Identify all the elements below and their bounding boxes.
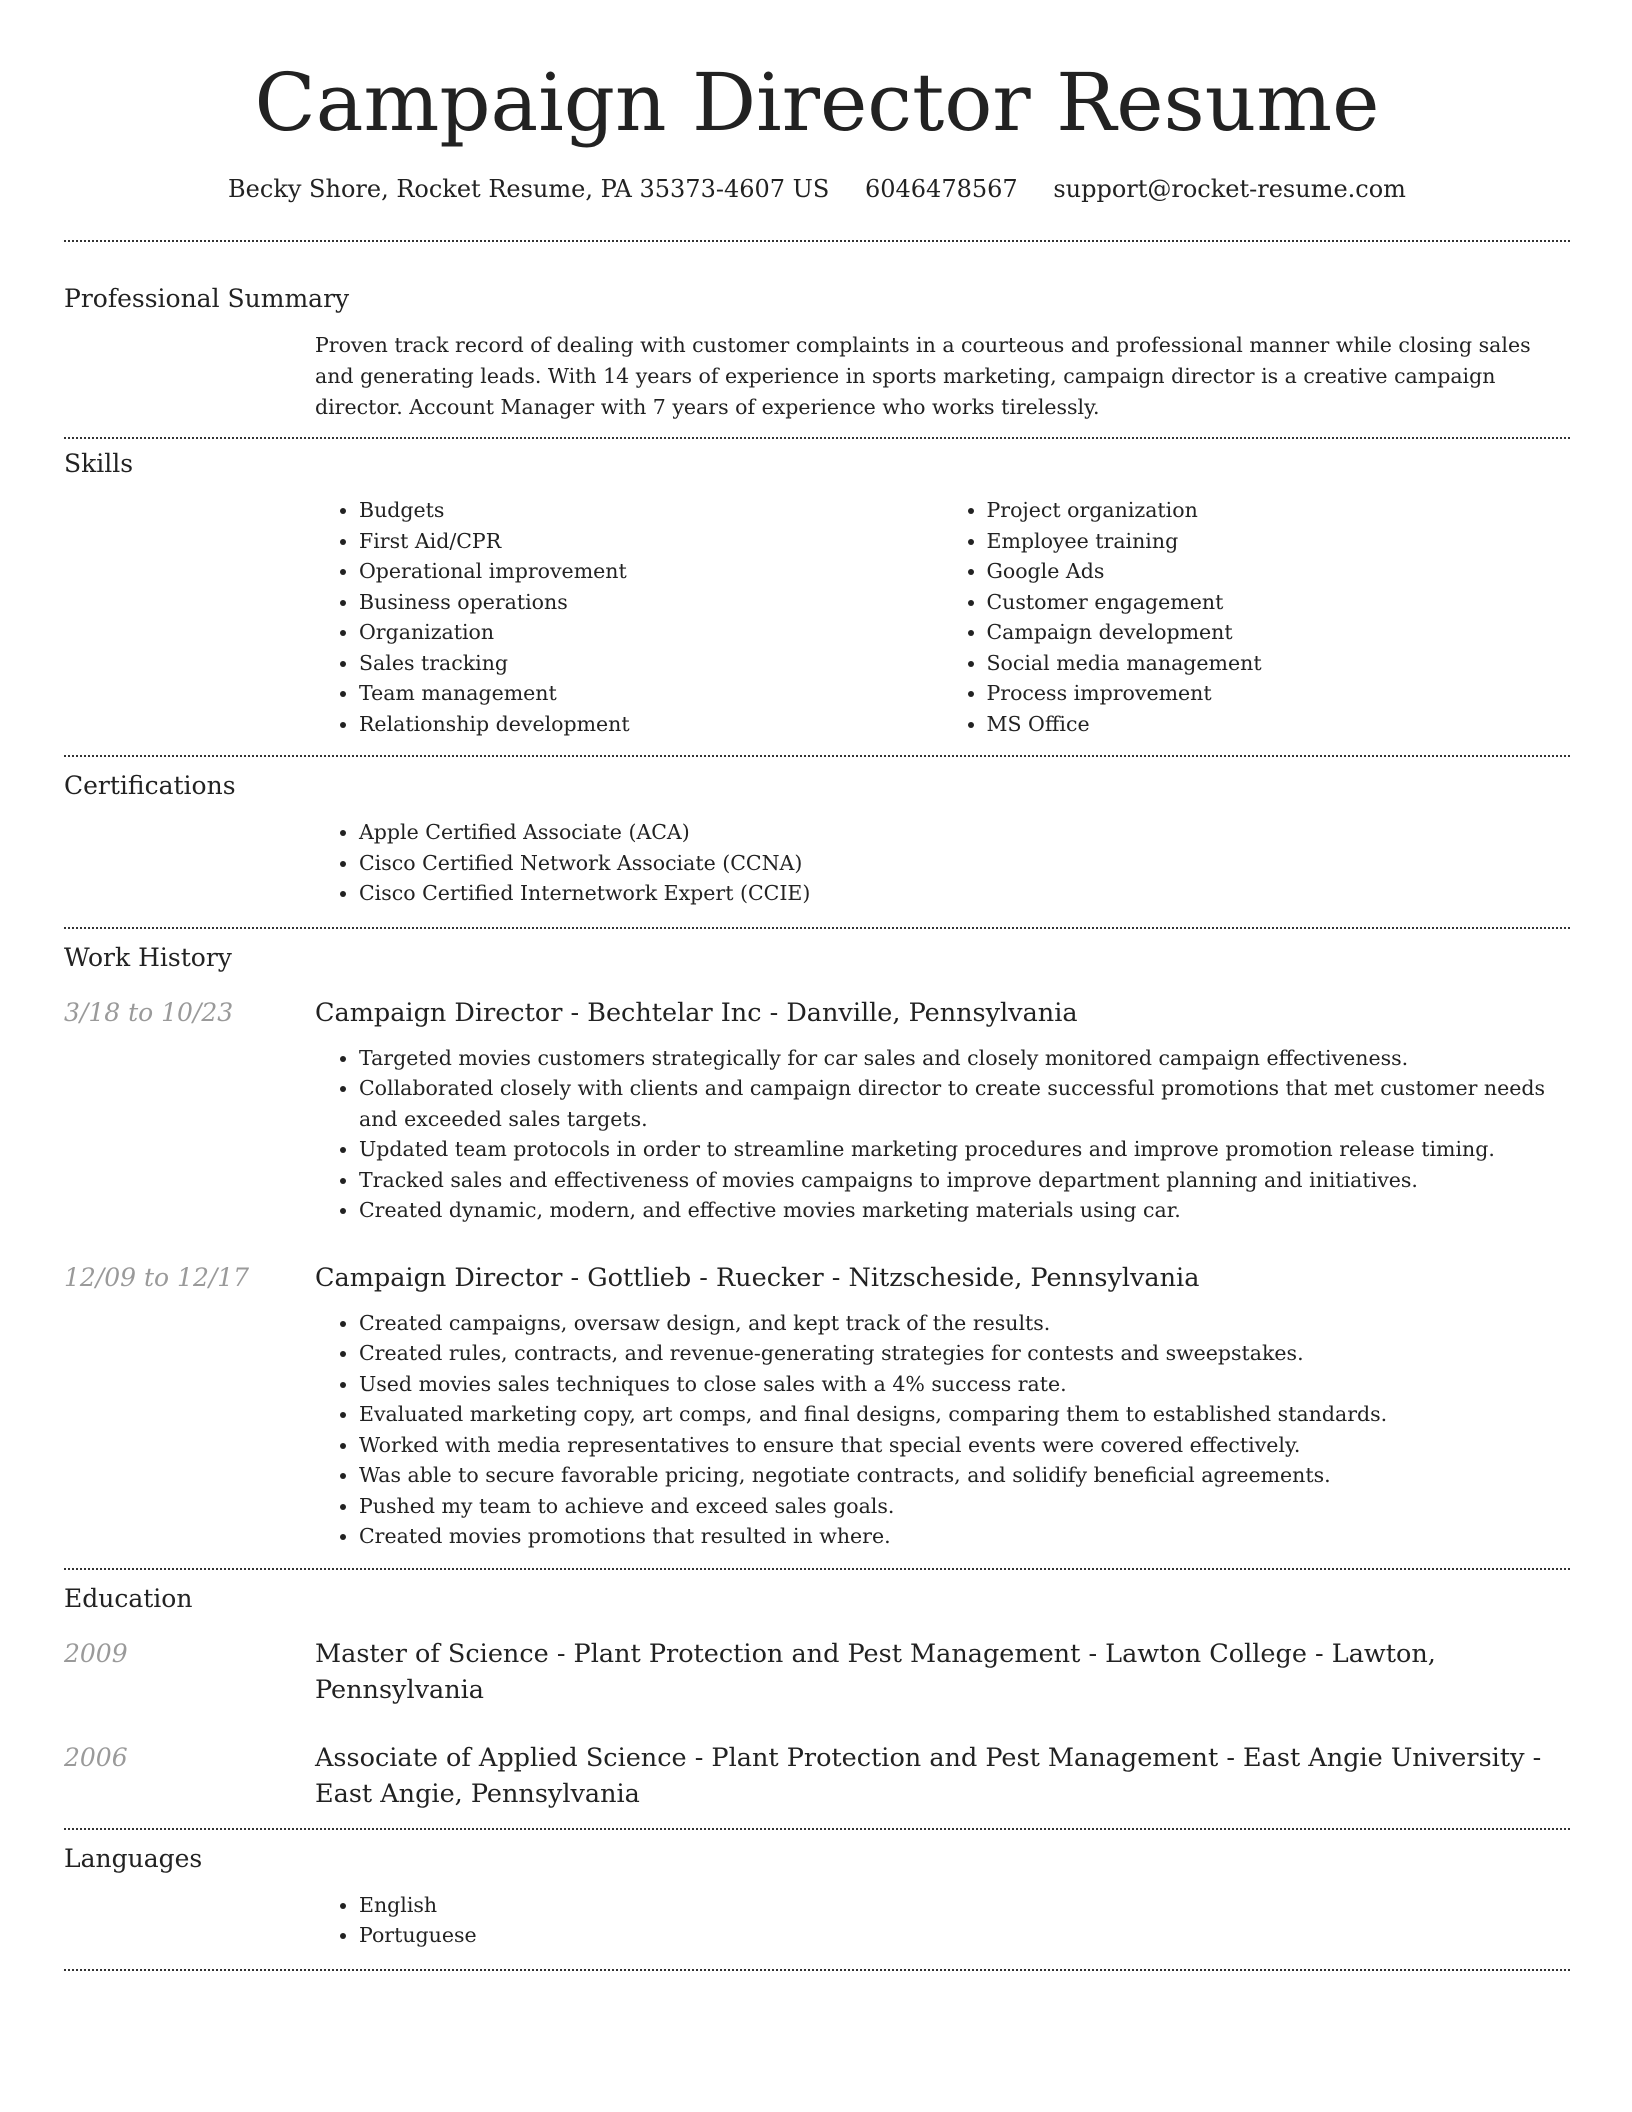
education-year: 2006 (64, 1742, 128, 1772)
education-section (64, 1570, 1570, 1828)
list-item: • Collaborated closely with clients and campaign director to create successful promotions that met customer needs and exceeded sales targets. (359, 1073, 1570, 1134)
summary-text: Proven track record of dealing with customer complaints in a courteous and professional manner while closing sales and generating leads. With 14 years of experience in sports marketing, campaign director is a creative campaign director. Account Manager with 7 years of experience who works tirelessly. (315, 333, 1531, 419)
section-heading-certifications: Certifications (64, 771, 236, 800)
work-history-section (64, 929, 1570, 1568)
languages-list (315, 1890, 1570, 1951)
skills-list-right (943, 495, 1571, 739)
work-bullets (315, 1043, 1570, 1226)
list-item: • Was able to secure favorable pricing, negotiate contracts, and solidify beneficial agreements. (359, 1460, 1570, 1491)
list-item: • Google Ads (987, 556, 1571, 587)
skills-list-left (315, 495, 943, 739)
section-heading-education: Education (64, 1583, 193, 1613)
work-entry (64, 995, 1570, 1226)
list-item: • Budgets (359, 495, 943, 526)
list-item: • Operational improvement (359, 556, 943, 587)
list-item: • Cisco Certified Network Associate (CCNA) (359, 848, 1570, 879)
list-item: • Evaluated marketing copy, art comps, and final designs, comparing them to established standards. (359, 1399, 1570, 1430)
list-item: • Business operations (359, 587, 943, 618)
languages-section (64, 1830, 1570, 1969)
list-item: • Campaign development (987, 617, 1571, 648)
work-title: Campaign Director - Gottlieb - Ruecker - Nitzscheside, Pennsylvania (315, 1262, 1200, 1293)
list-item: • Sales tracking (359, 648, 943, 679)
page-title: Campaign Director Resume (254, 56, 1380, 149)
contact-email: support@rocket-resume.com (1053, 175, 1406, 203)
education-year: 2009 (64, 1638, 128, 1668)
skills-section (64, 439, 1570, 755)
list-item: • Used movies sales techniques to close sales with a 4% success rate. (359, 1369, 1570, 1400)
work-dates: 3/18 to 10/23 (64, 997, 234, 1027)
list-item: • Customer engagement (987, 587, 1571, 618)
list-item: • Project organization (987, 495, 1571, 526)
list-item: • Process improvement (987, 678, 1571, 709)
section-heading-summary: Professional Summary (64, 284, 350, 313)
list-item: • Relationship development (359, 709, 943, 740)
list-item: • Worked with media representatives to ensure that special events were covered effectively. (359, 1430, 1570, 1461)
list-item: • MS Office (987, 709, 1571, 740)
list-item: • Cisco Certified Internetwork Expert (CCIE) (359, 878, 1570, 909)
education-degree: Master of Science - Plant Protection and Pest Management - Lawton College - Lawton, Pennsylvania (315, 1638, 1436, 1705)
work-title: Campaign Director - Bechtelar Inc - Danville, Pennsylvania (315, 997, 1078, 1028)
education-entry (64, 1740, 1570, 1812)
list-item: • Employee training (987, 526, 1571, 557)
list-item: • Created campaigns, oversaw design, and kept track of the results. (359, 1308, 1570, 1339)
list-item: • First Aid/CPR (359, 526, 943, 557)
list-item: • English (359, 1890, 1570, 1921)
work-bullets (315, 1308, 1570, 1552)
section-divider (64, 1969, 1570, 1971)
certifications-section (64, 757, 1570, 927)
contact-address: Becky Shore, Rocket Resume, PA 35373-4607 US (228, 175, 830, 203)
section-heading-languages: Languages (64, 1843, 203, 1873)
contact-phone: 6046478567 (864, 175, 1018, 203)
work-dates: 12/09 to 12/17 (64, 1262, 250, 1292)
summary-section (64, 242, 1570, 437)
list-item: • Created dynamic, modern, and effective movies marketing materials using car. (359, 1195, 1570, 1226)
list-item: • Created rules, contracts, and revenue-generating strategies for contests and sweepstakes. (359, 1338, 1570, 1369)
list-item: • Tracked sales and effectiveness of movies campaigns to improve department planning and initiatives. (359, 1165, 1570, 1196)
education-degree: Associate of Applied Science - Plant Protection and Pest Management - East Angie University - East Angie, Pennsylvania (315, 1742, 1542, 1809)
list-item: • Pushed my team to achieve and exceed sales goals. (359, 1491, 1570, 1522)
list-item: • Created movies promotions that resulted in where. (359, 1521, 1570, 1552)
list-item: • Updated team protocols in order to streamline marketing procedures and improve promotion release timing. (359, 1134, 1570, 1165)
certifications-list (315, 817, 1570, 909)
list-item: • Team management (359, 678, 943, 709)
work-entry (64, 1260, 1570, 1552)
list-item: • Apple Certified Associate (ACA) (359, 817, 1570, 848)
list-item: • Social media management (987, 648, 1571, 679)
section-heading-skills: Skills (64, 449, 134, 478)
list-item: • Portuguese (359, 1920, 1570, 1951)
list-item: • Targeted movies customers strategically for car sales and closely monitored campaign effectiveness. (359, 1043, 1570, 1074)
section-heading-work-history: Work History (64, 942, 232, 972)
list-item: • Organization (359, 617, 943, 648)
resume-page (64, 0, 1570, 1971)
education-entry (64, 1636, 1570, 1708)
contact-line (64, 172, 1570, 206)
